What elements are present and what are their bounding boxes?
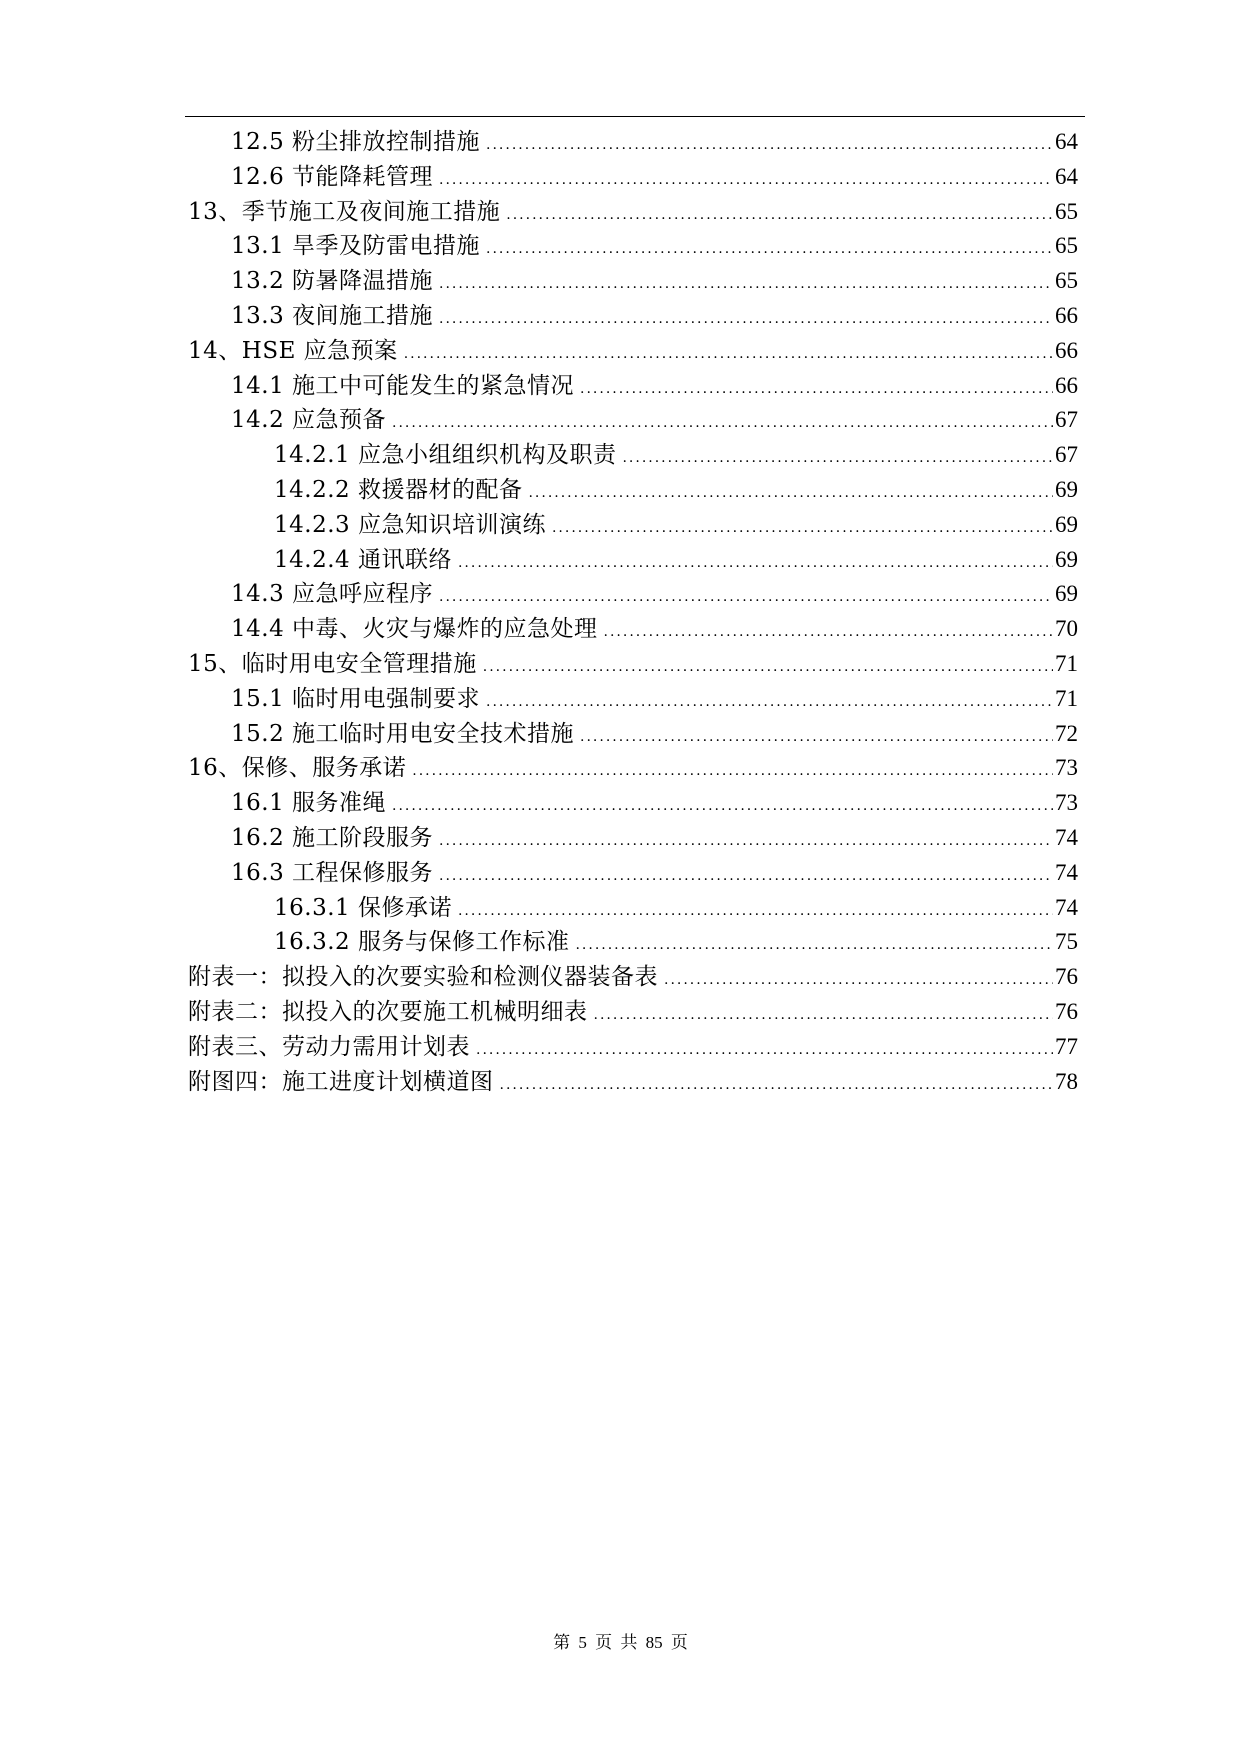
toc-leader-dots (528, 476, 1053, 511)
toc-leader-dots (580, 372, 1053, 407)
toc-entry-page-number: 76 (1055, 964, 1078, 990)
toc-entry-page-number: 72 (1055, 720, 1078, 746)
toc-entry (188, 786, 1078, 821)
toc-leader-dots (439, 580, 1053, 615)
toc-entry (188, 473, 1078, 508)
toc-entry (188, 821, 1078, 856)
toc-entry-title: 12.6 节能降耗管理 (231, 163, 434, 190)
toc-entry-title: 13、季节施工及夜间施工措施 (188, 198, 501, 225)
toc-entry (188, 891, 1078, 926)
toc-entry (188, 925, 1078, 960)
toc-leader-dots (439, 267, 1053, 302)
toc-entry-page-number: 65 (1055, 268, 1078, 294)
toc-entry (188, 195, 1078, 230)
toc-leader-dots (575, 928, 1053, 963)
toc-entry (188, 682, 1078, 717)
toc-entry-title: 附表一：拟投入的次要实验和检测仪器装备表 (188, 964, 658, 991)
toc-entry-title: 附表三、劳动力需用计划表 (188, 1033, 470, 1060)
toc-entry (188, 1030, 1078, 1065)
toc-entry-title: 16.3 工程保修服务 (231, 859, 434, 886)
toc-leader-dots (476, 1033, 1053, 1068)
toc-entry (188, 508, 1078, 543)
toc-leader-dots (604, 615, 1053, 650)
toc-leader-dots (506, 198, 1053, 233)
toc-leader-dots (458, 894, 1053, 929)
toc-leader-dots (483, 650, 1053, 685)
toc-entry (188, 543, 1078, 578)
toc-entry-title: 16.3.2 服务与保修工作标准 (274, 929, 570, 956)
toc-entry-title: 14、HSE 应急预案 (188, 337, 398, 364)
toc-entry-title: 13.2 防暑降温措施 (231, 268, 434, 295)
toc-entry-page-number: 65 (1055, 233, 1078, 259)
toc-entry-page-number: 77 (1055, 1033, 1078, 1059)
toc-leader-dots (486, 232, 1053, 267)
toc-entry-title: 14.2.3 应急知识培训演练 (274, 511, 546, 538)
toc-entry (188, 647, 1078, 682)
header-rule (185, 116, 1085, 117)
toc-entry-page-number: 69 (1055, 476, 1078, 502)
toc-entry (188, 856, 1078, 891)
toc-entry-title: 附图四：施工进度计划横道图 (188, 1068, 494, 1095)
toc-leader-dots (439, 163, 1053, 198)
toc-leader-dots (486, 685, 1053, 720)
toc-leader-dots (439, 302, 1053, 337)
toc-leader-dots (486, 128, 1053, 163)
toc-leader-dots (664, 963, 1053, 998)
toc-entry-title: 14.1 施工中可能发生的紧急情况 (231, 372, 575, 399)
toc-entry-page-number: 73 (1055, 790, 1078, 816)
toc-entry-title: 14.4 中毒、火灾与爆炸的应急处理 (231, 616, 598, 643)
toc-entry-title: 16.2 施工阶段服务 (231, 824, 434, 851)
toc-entry-page-number: 73 (1055, 755, 1078, 781)
toc-leader-dots (594, 998, 1054, 1033)
toc-entry-page-number: 67 (1055, 442, 1078, 468)
toc-entry-title: 13.3 夜间施工措施 (231, 302, 434, 329)
toc-entry (188, 125, 1078, 160)
toc-entry (188, 160, 1078, 195)
toc-entry-title: 16.3.1 保修承诺 (274, 894, 452, 921)
toc-entry-page-number: 76 (1055, 998, 1078, 1024)
toc-entry-page-number: 64 (1055, 129, 1078, 154)
toc-leader-dots (392, 406, 1053, 441)
toc-entry (188, 717, 1078, 752)
toc-leader-dots (412, 754, 1053, 789)
toc-entry-title: 12.5 粉尘排放控制措施 (231, 129, 481, 155)
toc-leader-dots (500, 1068, 1054, 1103)
toc-entry-page-number: 71 (1055, 685, 1078, 711)
toc-leader-dots (439, 824, 1053, 859)
toc-leader-dots (392, 789, 1053, 824)
toc-entry (188, 403, 1078, 438)
toc-entry-page-number: 70 (1055, 616, 1078, 642)
toc-entry (188, 960, 1078, 995)
toc-entry-page-number: 66 (1055, 337, 1078, 363)
toc-leader-dots (404, 337, 1053, 372)
toc-entry (188, 612, 1078, 647)
toc-entry (188, 577, 1078, 612)
toc-entry-title: 附表二：拟投入的次要施工机械明细表 (188, 998, 588, 1025)
toc-entry-page-number: 71 (1055, 650, 1078, 676)
page-footer: 第 5 页 共 85 页 (553, 1633, 688, 1652)
toc-entry-page-number: 64 (1055, 163, 1078, 189)
toc-entry-page-number: 66 (1055, 302, 1078, 328)
toc-entry-page-number: 69 (1055, 581, 1078, 607)
toc-entry-title: 14.2.1 应急小组组织机构及职责 (274, 442, 617, 469)
toc-entry (188, 1065, 1078, 1100)
toc-entry (188, 751, 1078, 786)
toc-entry-page-number: 75 (1055, 929, 1078, 955)
toc-entry-title: 15.1 临时用电强制要求 (231, 685, 481, 712)
toc-entry (188, 264, 1078, 299)
toc-entry-page-number: 67 (1055, 407, 1078, 433)
toc-entry-page-number: 66 (1055, 372, 1078, 398)
toc-entry-title: 14.3 应急呼应程序 (231, 581, 434, 608)
toc-entry-title: 16、保修、服务承诺 (188, 755, 407, 782)
toc-entry (188, 229, 1078, 264)
toc-leader-dots (458, 546, 1053, 581)
toc-entry (188, 438, 1078, 473)
toc-entry (188, 299, 1078, 334)
toc-leader-dots (552, 511, 1053, 546)
table-of-contents (188, 125, 1078, 1099)
toc-entry-page-number: 69 (1055, 546, 1078, 572)
toc-entry-title: 14.2.4 通讯联络 (274, 546, 452, 573)
toc-entry (188, 334, 1078, 369)
toc-entry-page-number: 74 (1055, 894, 1078, 920)
toc-entry-page-number: 65 (1055, 198, 1078, 224)
toc-leader-dots (580, 720, 1053, 755)
toc-entry-title: 16.1 服务准绳 (231, 790, 387, 817)
toc-entry-page-number: 74 (1055, 859, 1078, 885)
toc-entry-page-number: 69 (1055, 511, 1078, 537)
toc-entry-title: 14.2 应急预备 (231, 407, 387, 434)
toc-leader-dots (439, 859, 1053, 894)
toc-entry-title: 15.2 施工临时用电安全技术措施 (231, 720, 575, 747)
toc-leader-dots (622, 441, 1053, 476)
toc-entry-title: 13.1 旱季及防雷电措施 (231, 233, 481, 260)
toc-entry-page-number: 74 (1055, 824, 1078, 850)
toc-entry-title: 15、临时用电安全管理措施 (188, 650, 477, 677)
toc-entry-page-number: 78 (1055, 1068, 1078, 1094)
toc-entry-title: 14.2.2 救援器材的配备 (274, 476, 523, 503)
toc-entry (188, 369, 1078, 404)
toc-entry (188, 995, 1078, 1030)
